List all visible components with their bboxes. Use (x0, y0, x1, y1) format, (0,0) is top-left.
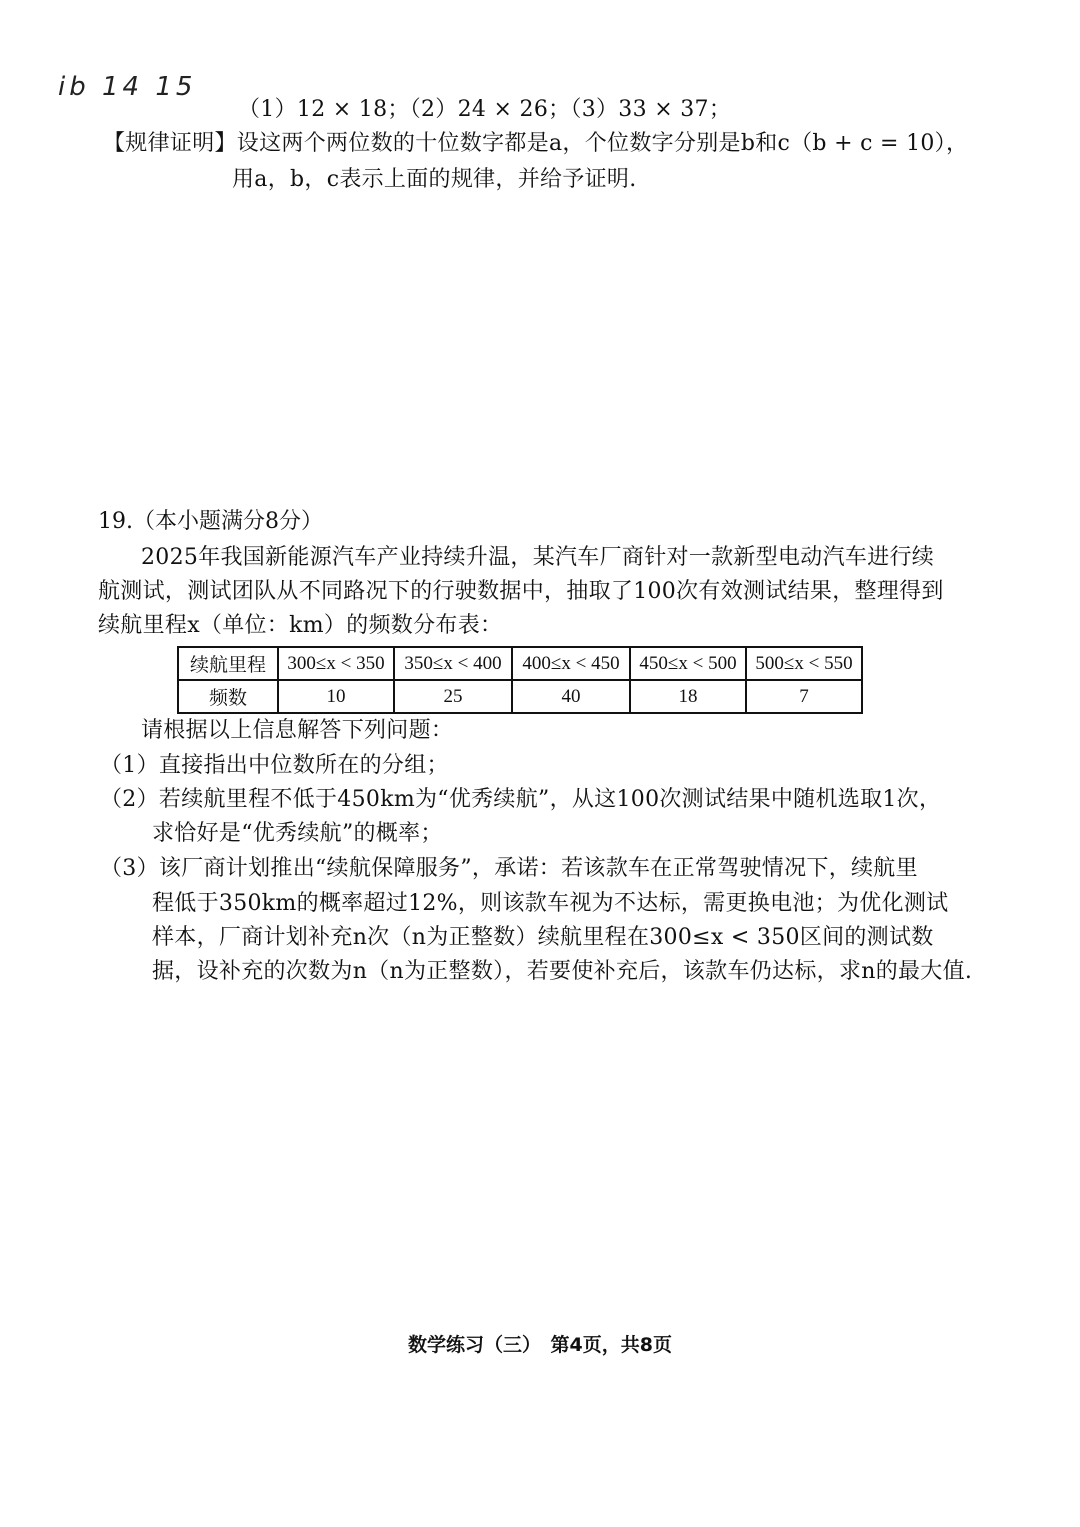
table-row-ranges (178, 647, 862, 680)
table-row-frequencies (178, 680, 862, 713)
question-2-line2: 求恰好是“优秀续航”的概率； (152, 821, 443, 846)
proof-statement-line1: 【规律证明】设这两个两位数的十位数字都是a，个位数字分别是b和c（b + c = 10）， (103, 131, 969, 156)
table-cell-frequency: 10 (278, 680, 394, 713)
examples-line: （1）12 × 18；（2）24 × 26；（3）33 × 37； (238, 97, 732, 122)
question-3-line4: 据，设补充的次数为n（n为正整数），若要使补充后，该款车仍达标，求n的最大值. (152, 959, 973, 984)
frequency-table (177, 646, 863, 714)
question-2-line1: （2）若续航里程不低于450km为“优秀续航”，从这100次测试结果中随机选取1次， (100, 787, 942, 812)
table-cell-frequency: 40 (512, 680, 630, 713)
answer-prompt: 请根据以上信息解答下列问题： (141, 718, 454, 743)
table-cell-range: 400≤x < 450 (512, 647, 630, 680)
intro-line-3: 续航里程x（单位：km）的频数分布表： (98, 613, 503, 638)
question-1: （1）直接指出中位数所在的分组； (100, 753, 449, 778)
table-header-range: 续航里程 (178, 647, 278, 680)
proof-statement-line2: 用a，b，c表示上面的规律，并给予证明. (232, 167, 637, 192)
question-3-line1: （3）该厂商计划推出“续航保障服务”，承诺：若该款车在正常驾驶情况下，续航里 (100, 856, 918, 881)
table-cell-range: 500≤x < 550 (746, 647, 862, 680)
page-footer: 数学练习（三） 第4页，共8页 (408, 1334, 672, 1356)
question-3-line3: 样本，厂商计划补充n次（n为正整数）续航里程在300≤x < 350区间的测试数 (152, 925, 934, 950)
table-cell-range: 450≤x < 500 (630, 647, 746, 680)
handwritten-note: ib 14 15 (58, 72, 197, 102)
question-3-line2: 程低于350km的概率超过12%，则该款车视为不达标，需更换电池；为优化测试 (152, 891, 949, 916)
table-cell-frequency: 25 (394, 680, 512, 713)
table-cell-frequency: 7 (746, 680, 862, 713)
table-cell-range: 300≤x < 350 (278, 647, 394, 680)
table-header-frequency: 频数 (178, 680, 278, 713)
intro-line-2: 航测试，测试团队从不同路况下的行驶数据中，抽取了100次有效测试结果，整理得到 (98, 579, 944, 604)
table-cell-range: 350≤x < 400 (394, 647, 512, 680)
problem-19-heading: 19.（本小题满分8分） (98, 509, 323, 534)
table-cell-frequency: 18 (630, 680, 746, 713)
intro-line-1: 2025年我国新能源汽车产业持续升温，某汽车厂商针对一款新型电动汽车进行续 (141, 545, 935, 570)
